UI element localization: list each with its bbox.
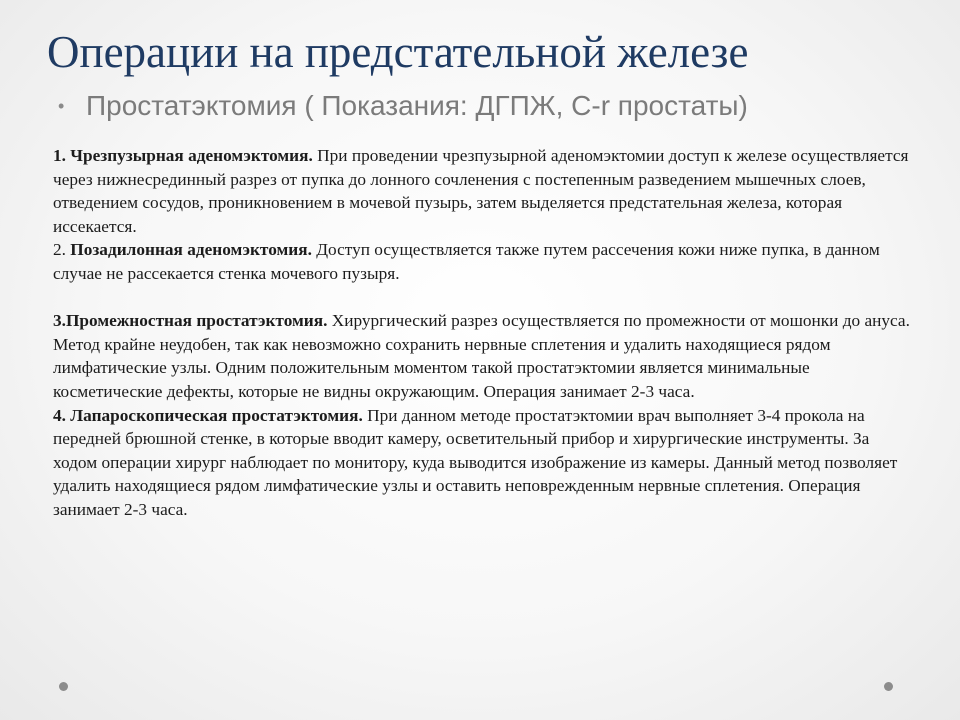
section-text: Хирургический разрез осуществляется по промежности от мошонки до ануса. Метод крайне неудобен, так как невозможно сохранить нервные сплетения и удалить находящиеся рядом лимфатические узлы. Одним положительным моментом такой простатэктомии является минимальные косметические дефекты, которые не видны окружающим. Операция занимает 2-3 часа. — [53, 311, 910, 401]
section-heading: 3.Промежностная простатэктомия. — [53, 311, 328, 331]
section-heading: 1. Чрезпузырная аденомэктомия. — [53, 146, 313, 165]
section-transvesical — [53, 144, 915, 238]
paragraph-spacer — [53, 286, 915, 310]
section-number: 2. — [53, 240, 71, 260]
slide-title: Операции на предстательной железе — [47, 27, 749, 77]
section-text: При данном методе простатэктомии врач выполняет 3-4 прокола на передней брюшной стенке, в которые вводит камеру, осветительный прибор и хирургические инструменты. За ходом операции хирург наблюдает по монитору, куда выводится изображение из камеры. Данный метод позволяет удалить находящиеся рядом лимфатические узлы и оставить неповрежденным нервные сплетения. Операция занимает 2-3 часа. — [53, 405, 898, 519]
subtitle-text: Простатэктомия ( Показания: ДГПЖ, С-r простаты) — [86, 90, 748, 121]
section-text: Доступ осуществляется также путем рассечения кожи ниже пупка, в данном случае не рассекается стенка мочевого пузыря. — [53, 240, 880, 283]
bullet-icon: • — [58, 96, 65, 116]
section-heading: Позадилонная аденомэктомия. — [70, 240, 312, 260]
decorative-dot-left — [59, 682, 68, 691]
subtitle-bullet-item — [58, 86, 748, 126]
section-laparoscopic — [53, 404, 915, 522]
section-heading: 4. Лапароскопическая простатэктомия. — [53, 405, 363, 425]
section-text: При проведении чрезпузырной аденомэктомии доступ к железе осуществляется через нижнесрединный разрез от пупка до лонного сочленения с постепенным разведением мышечных слоев, отведением сосудов, проникновением в мочевой пузырь, затем выделяется предстательная железа, которая иссекается. — [53, 146, 909, 236]
body-text — [53, 144, 915, 522]
section-retropubic — [53, 238, 915, 285]
section-perineal — [53, 309, 915, 403]
decorative-dot-right — [884, 682, 893, 691]
